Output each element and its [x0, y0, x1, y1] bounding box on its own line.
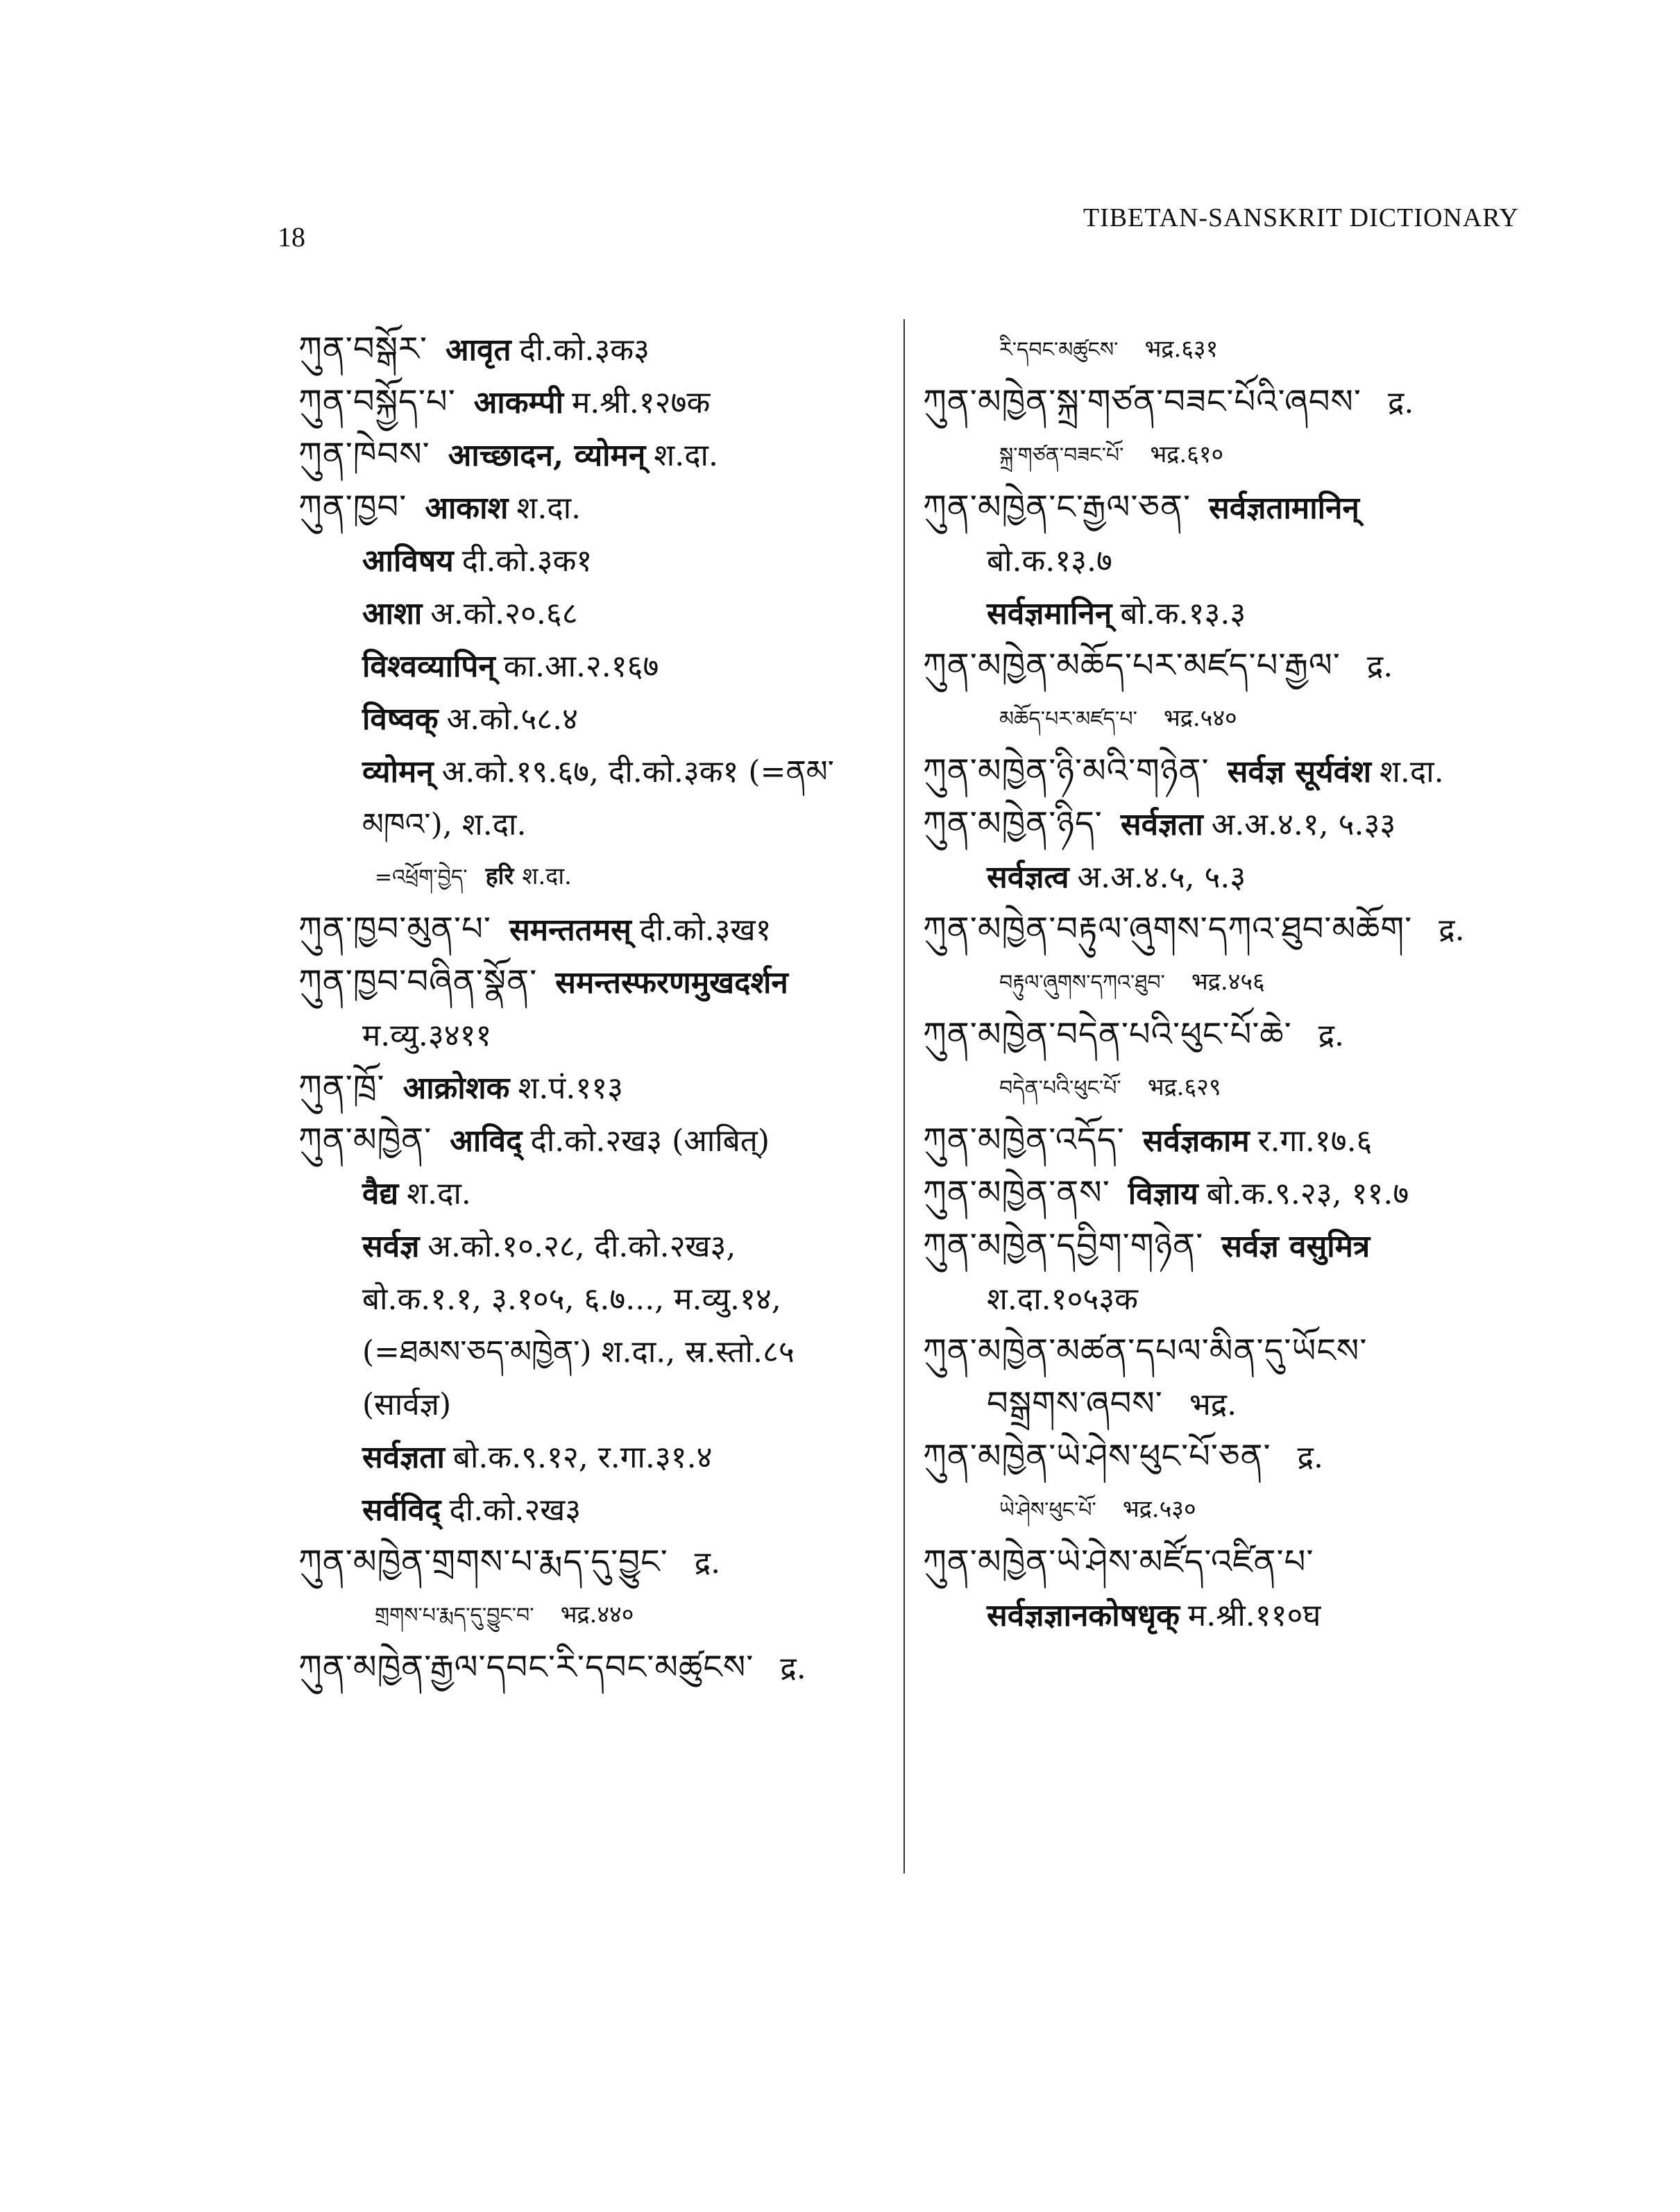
tibetan-headword: ཀུན་ཁྱབ་: [298, 488, 407, 527]
dictionary-sub-entry: [923, 850, 1547, 903]
sanskrit-equivalent: सर्वज्ञकाम: [1142, 1123, 1250, 1159]
source-reference: भद्र.: [1189, 1387, 1237, 1422]
source-reference: མཁའ་), श.दा.: [362, 807, 527, 842]
dictionary-sub-entry: [923, 955, 1547, 1008]
column-divider: [903, 319, 905, 1873]
source-reference: द्र.: [1387, 385, 1414, 420]
sanskrit-equivalent: सर्वज्ञमानिन्: [987, 596, 1112, 631]
source-reference: म.श्री.१२७क: [571, 385, 711, 420]
sanskrit-equivalent: आक्रोशक: [402, 1071, 510, 1106]
sanskrit-equivalent: सर्वज्ञता: [362, 1440, 445, 1475]
dictionary-entry: [923, 1166, 1547, 1219]
dictionary-sub-entry: [298, 639, 888, 692]
dictionary-sub-entry: [298, 1588, 888, 1641]
source-reference: द्र.: [1366, 649, 1393, 684]
dictionary-sub-entry: [298, 586, 888, 639]
source-reference: (=ཐམས་ཅད་མཁྱེན་) श.दा., स्र.स्तो.८५: [362, 1334, 795, 1370]
sanskrit-equivalent: आविषय: [362, 543, 454, 579]
sanskrit-equivalent: आकम्पी: [473, 385, 563, 420]
sanskrit-equivalent: सर्वज्ञ: [362, 1229, 420, 1264]
sanskrit-equivalent: समन्ततमस्: [509, 912, 631, 948]
source-reference: श.दा.: [407, 1176, 471, 1211]
source-reference: अ.को.५८.४: [446, 701, 579, 737]
sanskrit-equivalent: सर्वविद्: [362, 1492, 441, 1528]
dictionary-entry: [298, 323, 888, 375]
tibetan-headword: མཆོད་པར་མཛད་པ་: [999, 707, 1137, 731]
source-reference: बो.क.१.१, ३.१०५, ६.७..., म.व्यु.१४,: [362, 1282, 781, 1317]
tibetan-headword: ཀུན་མཁྱེན་སྐྲ་གཙན་བཟང་པོའི་ཞབས་: [923, 382, 1361, 421]
sanskrit-equivalent: सर्वज्ञतामानिन्: [1209, 491, 1359, 526]
source-reference: भद्र.५४०: [1163, 704, 1237, 732]
source-reference: श.दा.१०५३क: [987, 1282, 1138, 1317]
tibetan-headword: ཀུན་བསྒོར་: [298, 330, 428, 368]
dictionary-entry: [923, 1114, 1547, 1166]
source-reference: दी.को.२ख३: [449, 1492, 582, 1528]
tibetan-headword: ཀུན་མཁྱེན་ཡེ་ཤེས་མཛོད་འཛིན་པ་: [923, 1542, 1314, 1581]
source-reference: श.दा.: [654, 438, 718, 473]
tibetan-headword: ཀུན་མཁྱེན་ཉིད་: [923, 804, 1103, 843]
dictionary-entry: [298, 1641, 888, 1694]
sanskrit-equivalent: आविद्: [450, 1123, 523, 1159]
sanskrit-equivalent: विश्वव्यापिन्: [362, 649, 495, 684]
tibetan-headword: ཀུན་མཁྱེན་བདེན་པའི་ཕུང་པོ་ཆེ་: [923, 1015, 1292, 1054]
source-reference: दी.को.३क३: [519, 332, 650, 368]
dictionary-entry: [298, 481, 888, 534]
sanskrit-equivalent: आवृत: [446, 332, 511, 368]
dictionary-sub-entry: [923, 1061, 1547, 1114]
sanskrit-equivalent: आशा: [362, 596, 423, 631]
source-reference: (सार्वज्ञ): [362, 1387, 452, 1422]
source-reference: भद्र.६३१: [1144, 335, 1219, 363]
source-reference: द्र.: [1318, 1018, 1345, 1053]
sanskrit-equivalent: सर्वज्ञज्ञानकोषधृक्: [987, 1598, 1180, 1633]
dictionary-entry: [298, 375, 888, 428]
dictionary-sub-entry: [298, 534, 888, 586]
source-reference: अ.को.१०.२८, दी.को.२ख३,: [427, 1229, 736, 1264]
tibetan-headword: ཀུན་བསྐྱོད་པ་: [298, 382, 456, 421]
sanskrit-equivalent: समन्तस्फरणमुखदर्शन: [555, 965, 788, 1001]
source-reference: दी.को.३क१: [461, 543, 593, 579]
source-reference: म.श्री.११०घ: [1187, 1598, 1321, 1633]
dictionary-entry: [923, 639, 1547, 692]
dictionary-sub-entry: [923, 534, 1547, 586]
dictionary-entry: [298, 1535, 888, 1588]
tibetan-headword: ཀུན་མཁྱེན་མཆོད་པར་མཛད་པ་རྒྱལ་: [923, 646, 1341, 685]
source-reference: बो.क.१३.३: [1120, 596, 1246, 631]
tibetan-headword: ཀུན་མཁྱེན་མཚན་དཔལ་མིན་དུ་ཡོངས་: [923, 1332, 1368, 1370]
tibetan-headword: ཀུན་མཁྱེན་བརྟུལ་ཞུགས་དཀའ་ཐུབ་མཆོག་: [923, 910, 1413, 948]
tibetan-headword: ཀུན་མཁྱེན་དབྱིག་གཉེན་: [923, 1226, 1204, 1265]
dictionary-entry: [298, 428, 888, 481]
tibetan-headword: ཀུན་ཁེབས་: [298, 435, 430, 474]
source-reference: भद्र.५३०: [1122, 1495, 1196, 1523]
dictionary-sub-entry: [298, 1430, 888, 1483]
tibetan-headword: ཀུན་མཁྱེན་ང་རྒྱལ་ཅན་: [923, 488, 1191, 527]
source-reference: म.व्यु.३४११: [362, 1018, 492, 1053]
dictionary-entry: [923, 745, 1547, 797]
dictionary-entry: [298, 1061, 888, 1114]
tibetan-headword: རི་དབང་མཚུངས་: [999, 338, 1119, 362]
source-reference: श.दा.: [516, 491, 582, 526]
tibetan-headword: བརྟུལ་ཞུགས་དཀའ་ཐུབ་: [999, 971, 1165, 995]
dictionary-sub-entry: [923, 1272, 1547, 1325]
dictionary-entry: [923, 1535, 1547, 1588]
left-column: [298, 323, 888, 1694]
sanskrit-equivalent: सर्वज्ञत्व: [987, 860, 1069, 895]
dictionary-entry: [298, 903, 888, 955]
tibetan-headword: ཀུན་མཁྱེན་གྲགས་པ་རྨད་དུ་བྱུང་: [298, 1542, 668, 1581]
dictionary-entry: [923, 1219, 1547, 1272]
dictionary-sub-entry: [923, 586, 1547, 639]
dictionary-entry: [923, 1325, 1547, 1377]
running-head: TIBETAN-SANSKRIT DICTIONARY: [1083, 203, 1519, 232]
page-number: 18: [278, 221, 305, 253]
tibetan-headword: གྲགས་པ་རྨད་དུ་བྱུང་བ་: [375, 1603, 534, 1628]
dictionary-sub-entry: [298, 850, 888, 903]
tibetan-headword: ཀུན་མཁྱེན་ཉི་མའི་གཉེན་: [923, 751, 1210, 790]
tibetan-headword: བདེན་པའི་ཕུང་པོ་: [999, 1076, 1121, 1100]
source-reference: भद्र.४५६: [1191, 968, 1265, 996]
sanskrit-equivalent: आच्छादन, व्योमन्: [448, 438, 646, 473]
dictionary-sub-entry: [298, 1377, 888, 1430]
dictionary-sub-entry: [298, 1483, 888, 1535]
source-reference: दी.को.३ख१: [639, 912, 772, 948]
dictionary-entry: [923, 1008, 1547, 1061]
source-reference: भद्र.४४०: [560, 1601, 634, 1628]
dictionary-entry: [923, 481, 1547, 534]
source-reference: द्र.: [780, 1651, 806, 1686]
sanskrit-equivalent: आकाश: [425, 491, 509, 526]
tibetan-headword: ཀུན་མཁྱེན་ནས་: [923, 1173, 1110, 1212]
sanskrit-equivalent: सर्वज्ञ वसुमित्र: [1221, 1229, 1371, 1264]
source-reference: अ.अ.४.१, ५.३३: [1211, 807, 1396, 842]
dictionary-sub-entry: [923, 692, 1547, 745]
source-reference: श.दा.: [1380, 754, 1444, 790]
dictionary-sub-entry: [298, 1325, 888, 1377]
source-reference: बो.क.९.१२, र.गा.३१.४: [452, 1440, 713, 1475]
source-reference: अ.को.१९.६७, दी.को.३क१ (=ནམ་: [441, 754, 834, 790]
source-reference: बो.क.१३.७: [987, 543, 1112, 579]
source-reference: अ.को.२०.६८: [430, 596, 578, 631]
dictionary-sub-entry: [298, 1219, 888, 1272]
dictionary-entry: [923, 375, 1547, 428]
dictionary-sub-entry: [923, 1377, 1547, 1430]
source-reference: भद्र.६२९: [1147, 1073, 1221, 1101]
dictionary-entry: [923, 1430, 1547, 1483]
dictionary-sub-entry: [923, 1483, 1547, 1535]
source-reference: श.दा.: [522, 862, 572, 890]
sanskrit-equivalent: विज्ञाय: [1128, 1176, 1198, 1211]
dictionary-sub-entry: [923, 323, 1547, 375]
dictionary-entry: [923, 903, 1547, 955]
dictionary-sub-entry: [298, 1166, 888, 1219]
tibetan-headword: བསྒྲགས་ཞབས་: [987, 1384, 1163, 1423]
tibetan-headword: སྐྲ་གཙན་བཟང་པོ་: [999, 443, 1124, 468]
sanskrit-equivalent: सर्वज्ञता: [1120, 807, 1203, 842]
tibetan-headword: ཀུན་མཁྱེན་རྒྱལ་དབང་རི་དབང་མཚུངས་: [298, 1648, 754, 1687]
tibetan-headword: ཀུན་མཁྱེན་: [298, 1121, 432, 1159]
sanskrit-equivalent: हरि: [485, 862, 514, 890]
tibetan-headword: ཀུན་མཁྱེན་ཡེ་ཤེས་ཕུང་པོ་ཅན་: [923, 1437, 1271, 1476]
tibetan-headword: ཀུན་མཁྱེན་འདོད་: [923, 1121, 1125, 1159]
dictionary-sub-entry: [923, 1588, 1547, 1641]
dictionary-sub-entry: [298, 797, 888, 850]
source-reference: द्र.: [1439, 912, 1465, 948]
sanskrit-equivalent: सर्वज्ञ सूर्यवंश: [1227, 754, 1372, 790]
tibetan-headword: ཀུན་ཁྱབ་བཞིན་སྣོན་: [298, 962, 538, 1001]
tibetan-headword: ཀུན་ཁྱབ་མུན་པ་: [298, 910, 491, 948]
dictionary-sub-entry: [298, 745, 888, 797]
dictionary-sub-entry: [298, 1008, 888, 1061]
dictionary-entry: [298, 955, 888, 1008]
source-reference: का.आ.२.१६७: [503, 649, 659, 684]
sanskrit-equivalent: वैद्य: [362, 1176, 399, 1211]
dictionary-entry: [923, 797, 1547, 850]
dictionary-entry: [298, 1114, 888, 1166]
tibetan-headword: =འཕྲོག་བྱེད་: [375, 865, 468, 890]
tibetan-headword: ཀུན་ཁྲོ་: [298, 1068, 385, 1107]
sanskrit-equivalent: विष्वक्: [362, 701, 439, 737]
source-reference: दी.को.२ख३ (आबित्): [530, 1123, 770, 1159]
dictionary-sub-entry: [298, 692, 888, 745]
dictionary-sub-entry: [923, 428, 1547, 481]
sanskrit-equivalent: व्योमन्: [362, 754, 434, 790]
source-reference: द्र.: [1297, 1440, 1323, 1475]
source-reference: श.पं.११३: [518, 1071, 623, 1106]
source-reference: बो.क.९.२३, ११.७: [1206, 1176, 1409, 1211]
source-reference: र.गा.१७.६: [1257, 1123, 1373, 1159]
source-reference: द्र.: [694, 1545, 721, 1581]
source-reference: भद्र.६१०: [1150, 441, 1224, 468]
tibetan-headword: ཡེ་ཤེས་ཕུང་པོ་: [999, 1498, 1096, 1522]
source-reference: अ.अ.४.५, ५.३: [1077, 860, 1246, 895]
dictionary-sub-entry: [298, 1272, 888, 1325]
right-column: [923, 323, 1547, 1641]
